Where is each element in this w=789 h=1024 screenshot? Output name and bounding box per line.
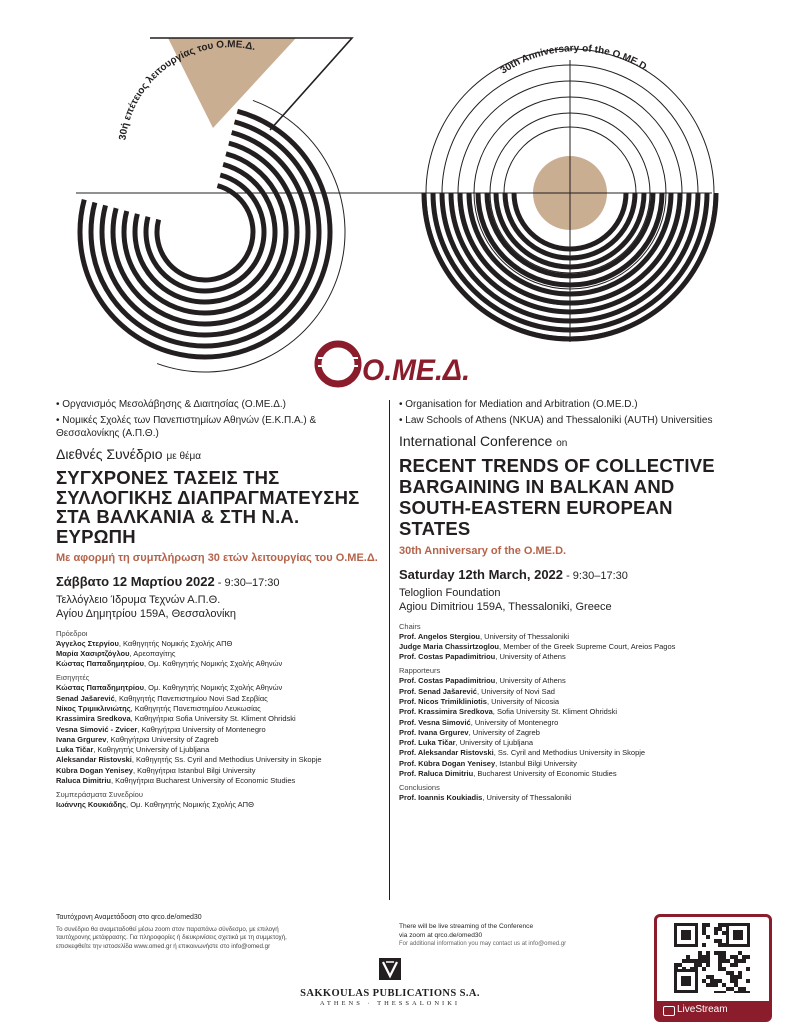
person-entry: Ιωάννης Κουκιάδης, Ομ. Καθηγητής Νομικής Σχολής ΑΠΘ <box>56 800 254 810</box>
conference-title: RECENT TRENDS OF COLLECTIVE BARGAINING IN BALKAN AND SOUTH-EASTERN EUROPEAN STATES <box>399 455 715 539</box>
rapporteurs-list <box>399 676 744 779</box>
bullet-item: • Νομικές Σχολές των Πανεπιστημίων Αθηνών (Ε.Κ.Π.Α.) & Θεσσαλονίκης (Α.Π.Θ.) <box>56 415 317 439</box>
person-entry: Prof. Luka Tičar, University of Ljubljana <box>399 738 534 748</box>
person-entry: Prof. Senad Jašarević, University of Novi Sad <box>399 686 555 696</box>
chairs-list <box>399 632 744 663</box>
livestream-label[interactable]: LiveStream <box>657 1001 769 1019</box>
person-entry: Prof. Costas Papadimitriou, University of Athens <box>399 676 566 686</box>
person-entry: Prof. Aleksandar Ristovski, Ss. Cyril and Methodius University in Skopje <box>399 748 646 758</box>
person-entry: Prof. Ioannis Koukiadis, University of Thessaloniki <box>399 793 572 803</box>
bullet-item: • Law Schools of Athens (NKUA) and Thessaloniki (AUTH) Universities <box>399 415 713 426</box>
person-entry: Prof. Raluca Dimitriu, Bucharest University of Economic Studies <box>399 769 617 779</box>
person-entry: Prof. Ivana Grgurev, University of Zagreb <box>399 727 540 737</box>
greek-stream-note <box>56 914 291 951</box>
person-entry: Κώστας Παπαδημητρίου, Ομ. Καθηγητής Νομικής Σχολής Αθηνών <box>56 659 283 669</box>
person-entry: Prof. Costas Papadimitriou, University of Athens <box>399 652 566 662</box>
conclusions-heading: Conclusions <box>399 783 440 793</box>
person-entry: Raluca Dimitriu, Καθηγήτρια Bucharest University of Economic Studies <box>56 776 296 786</box>
publisher-block <box>300 958 480 1007</box>
greek-arc-caption: 30ή επέτειος λειτουργίας του Ο.ΜΕ.Δ. <box>117 39 257 141</box>
person-entry: Prof. Angelos Stergiou, University of Thessaloniki <box>399 631 570 641</box>
venue: Τελλόγλειο Ίδρυμα Τεχνών Α.Π.Θ. Αγίου Δημητρίου 159Α, Θεσσαλονίκη <box>56 593 237 620</box>
chairs-heading: Πρόεδροι <box>56 628 88 638</box>
rapporteurs-heading: Rapporteurs <box>399 666 441 676</box>
conference-label: International Conference on <box>399 433 568 449</box>
anniversary-30-graphic <box>0 0 789 395</box>
conclusions-heading: Συμπεράσματα Συνεδρίου <box>56 790 143 800</box>
person-entry: Κώστας Παπαδημητρίου, Ομ. Καθηγητής Νομικής Σχολής Αθηνών <box>56 683 283 693</box>
person-entry: Άγγελος Στεργίου, Καθηγητής Νομικής Σχολής ΑΠΘ <box>56 638 233 648</box>
publisher-name: SAKKOULAS PUBLICATIONS S.A. <box>300 988 480 999</box>
conclusions-list <box>56 800 382 810</box>
english-column <box>399 398 744 808</box>
conference-label: Διεθνές Συνέδριο με θέμα <box>56 446 202 462</box>
chairs-heading: Chairs <box>399 621 421 631</box>
venue: Teloglion Foundation Agiou Dimitriou 159A, Thessaloniki, Greece <box>399 586 612 613</box>
english-stream-note: There will be live streaming of the Conference via zoom at qrco.de/omed30 For additional information you may contact us at info@omed.gr <box>399 922 639 949</box>
person-entry: Νίκος Τριμικλινιώτης, Καθηγητής Πανεπιστημίου Λευκωσίας <box>56 703 261 713</box>
conference-title: ΣΥΓΧΡΟΝΕΣ ΤΑΣΕΙΣ ΤΗΣ ΣΥΛΛΟΓΙΚΗΣ ΔΙΑΠΡΑΓΜΑΤΕΥΣΗΣ ΣΤΑ ΒΑΛΚΑΝΙΑ & ΣΤΗ Ν.Α. ΕΥΡΩΠΗ <box>56 467 360 547</box>
bullet-item: • Οργανισμός Μεσολάβησης & Διαιτησίας (Ο.ΜΕ.Δ.) <box>56 399 286 410</box>
conference-date: Σάββατο 12 Μαρτίου 2022 - 9:30–17:30 <box>56 573 280 589</box>
stream-note-title: Ταυτόχρονη Αναμετάδοση στο qrco.de/omed30 <box>56 914 202 921</box>
publisher-city: ATHENS · THESSALONIKI <box>319 1000 461 1007</box>
person-entry: Aleksandar Ristovski, Καθηγητής Ss. Cyril and Methodius University in Skopje <box>56 755 322 765</box>
person-entry: Vesna Simović - Zvicer, Καθηγήτρια University of Montenegro <box>56 724 266 734</box>
greek-column <box>56 398 382 815</box>
person-entry: Prof. Kübra Dogan Yenisey, Istanbul Bilgi University <box>399 758 577 768</box>
person-entry: Kübra Dogan Yenisey, Καθηγήτρια Istanbul Bilgi University <box>56 765 256 775</box>
rapporteurs-list <box>56 683 382 786</box>
three-bowl-rings <box>80 111 330 357</box>
omed-logo <box>318 344 470 387</box>
conference-subtitle: 30th Anniversary of the O.ME.D. <box>399 545 567 557</box>
qr-code-icon[interactable] <box>674 923 750 993</box>
rapporteurs-heading: Εισηγητές <box>56 673 90 683</box>
conference-subtitle: Με αφορμή τη συμπλήρωση 30 ετών λειτουργίας του Ο.ΜΕ.Δ. <box>56 552 378 564</box>
person-entry: Prof. Vesna Simović, University of Montenegro <box>399 717 559 727</box>
livestream-qr-card[interactable] <box>654 914 772 1022</box>
column-divider <box>389 400 390 900</box>
bullet-item: • Organisation for Mediation and Arbitration (O.ME.D.) <box>399 399 638 410</box>
publisher-logo-icon <box>379 958 401 980</box>
person-entry: Ivana Grgurev, Καθηγήτρια University of Zagreb <box>56 734 219 744</box>
person-entry: Senad Jašarević, Καθηγητής Πανεπιστημίου Novi Sad Σερβίας <box>56 693 268 703</box>
person-entry: Judge Maria Chassirtzoglou, Member of the Greek Supreme Court, Areios Pagos <box>399 641 676 651</box>
person-entry: Prof. Nicos Trimikliniotis, University of Nicosia <box>399 696 560 706</box>
person-entry: Μαρία Χασιρτζόγλου, Αρεοπαγίτης <box>56 648 176 658</box>
conclusions-list <box>399 793 744 803</box>
person-entry: Prof. Krassimira Sredkova, Sofia University St. Kliment Ohridski <box>399 707 618 717</box>
svg-text:O.ME.Δ.: O.ME.Δ. <box>362 354 470 387</box>
person-entry: Krassimira Sredkova, Καθηγήτρια Sofia University St. Kliment Ohridski <box>56 714 296 724</box>
conference-date: Saturday 12th March, 2022 - 9:30–17:30 <box>399 566 628 582</box>
stream-note-body: Το συνέδριο θα αναμεταδοθεί μέσω zoom στον παραπάνω σύνδεσμο, με επιλογή ταυτόχρονης μετάφρασης. Για πληροφορίες ή διευκρινίσεις σχετικά με τη συμμετοχή, επισκεφθείτε την ιστοσελίδα www.omed.gr ή επικοινωνήστε στο info@omed.gr <box>56 925 287 950</box>
english-arc-caption: 30th Anniversary of the O.ME.D. <box>498 43 651 77</box>
chairs-list <box>56 639 382 670</box>
person-entry: Luka Tičar, Καθηγητής University of Ljubljana <box>56 745 210 755</box>
play-icon <box>663 1006 675 1016</box>
stream-link[interactable]: via zoom at qrco.de/omed30 <box>399 932 483 939</box>
